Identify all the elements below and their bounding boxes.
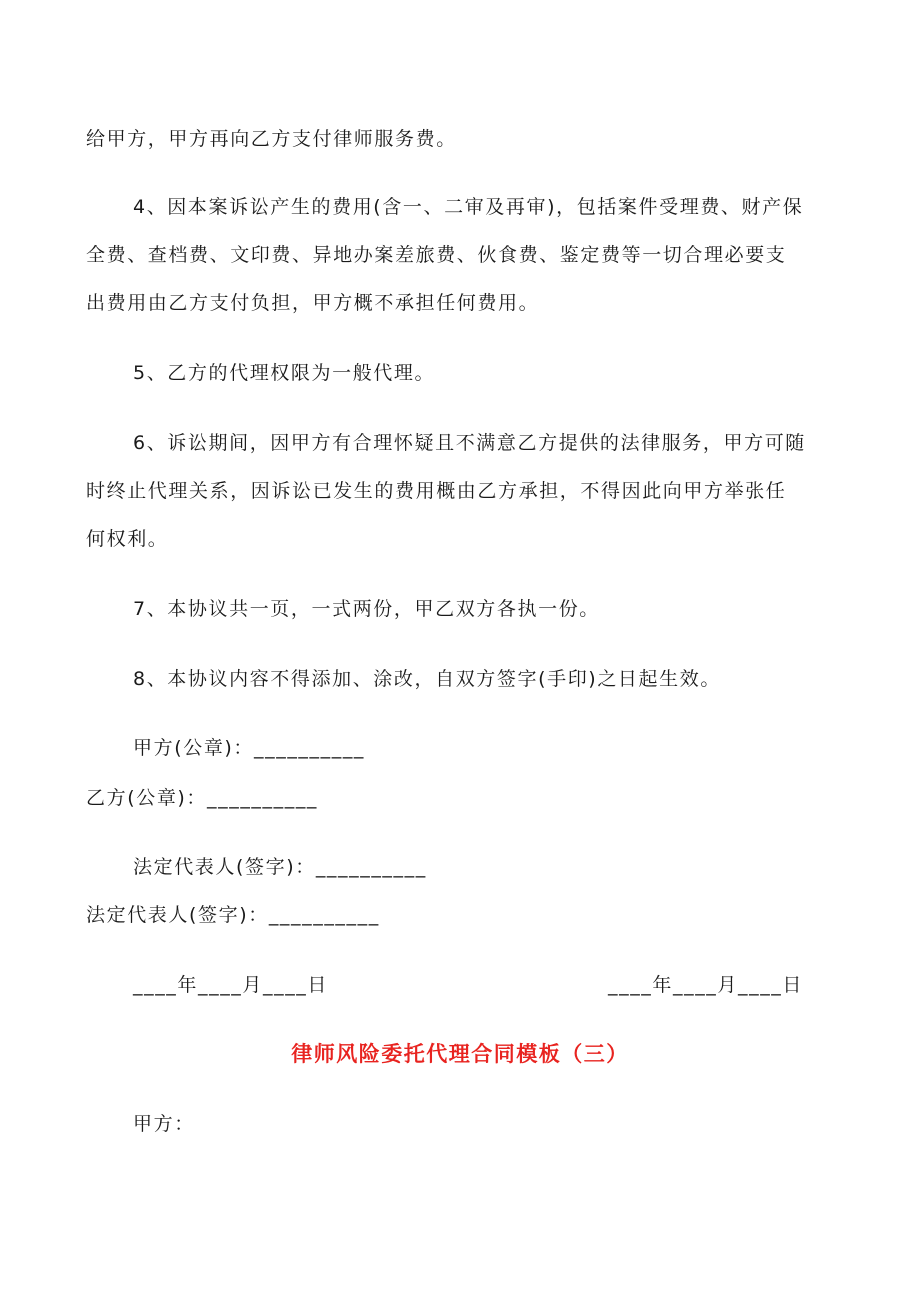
date-right: ____年____月____日	[608, 974, 804, 996]
clause-6-line-1: 6、诉讼期间，因甲方有合理怀疑且不满意乙方提供的法律服务，甲方可随	[133, 432, 806, 454]
clause-4-line-2: 全费、查档费、文印费、异地办案差旅费、伙食费、鉴定费等一切合理必要支	[86, 244, 787, 266]
clause-6-line-2: 时终止代理关系，因诉讼已发生的费用概由乙方承担，不得因此向甲方举张任	[86, 480, 787, 502]
clause-4-line-3: 出费用由乙方支付负担，甲方概不承担任何费用。	[86, 292, 540, 314]
clause-5: 5、乙方的代理权限为一般代理。	[133, 362, 436, 384]
clause-4-line-1: 4、因本案诉讼产生的费用(含一、二审及再审)，包括案件受理费、财产保	[133, 196, 804, 218]
party-a-seal-line: 甲方(公章)：__________	[133, 737, 366, 759]
party-a-label: 甲方：	[133, 1113, 195, 1135]
section-title: 律师风险委托代理合同模板（三）	[291, 1042, 629, 1066]
paragraph-line-1: 给甲方，甲方再向乙方支付律师服务费。	[86, 128, 457, 150]
clause-7: 7、本协议共一页，一式两份，甲乙双方各执一份。	[133, 598, 600, 620]
party-b-seal-line: 乙方(公章)：__________	[86, 787, 319, 809]
legal-rep-b-line: 法定代表人(签字)：__________	[86, 904, 380, 926]
clause-6-line-3: 何权利。	[86, 528, 169, 550]
legal-rep-a-line: 法定代表人(签字)：__________	[133, 856, 427, 878]
date-left: ____年____月____日	[133, 974, 329, 996]
clause-8: 8、本协议内容不得添加、涂改，自双方签字(手印)之日起生效。	[133, 668, 721, 690]
